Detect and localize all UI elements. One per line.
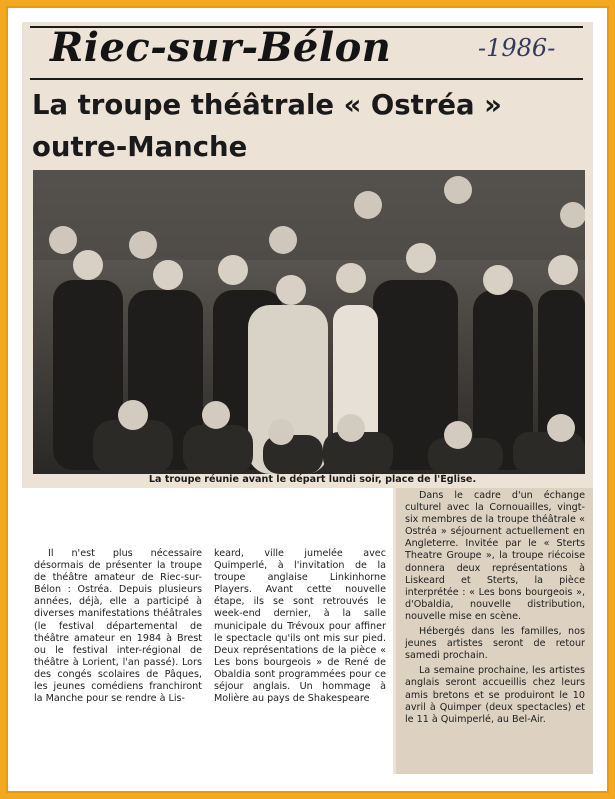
sidebar-paragraph-3: La semaine prochaine, les artistes anglais seront accueillis chez leurs amis bretons et se produiront le 10 avril à Quimper (deux spectacles) et le 11 à Quimperlé, au Bel-Air. [405,665,585,725]
sidebar-paragraph-1: Dans le cadre d'un échange culturel avec la Cornouailles, vingt-six membres de la troupe théâtrale « Ostréa » séjournent actuellement en Angleterre. Invitée par le « Sterts Theatre Groupe », la troupe riécoise donnera deux représentations à Liskeard et Sterts, la pièce interprétée : « Les bons bourgeois », d'Obaldia, nouvelle distribution, nouvelle mise en scène. [405,490,585,622]
headline-line-1: La troupe théâtrale « Ostréa » [32,89,502,121]
headline [32,84,592,168]
photo-caption: La troupe réunie avant le départ lundi soir, place de l'Église. [148,474,477,485]
group-photo [33,170,585,474]
article-paragraph: keard, ville jumelée avec Quimperlé, à l'invitation de la troupe anglaise Linkinhorne Players. Avant cette nouvelle étape, ils se sont retrouvés le week-end dernier, à la salle municipale du Trévoux pour affiner le spectacle qu'ils ont mis sur pied. Deux représentations de la pièce « Les bons bourgeois » de René de Obaldia sont programmées pour ce séjour anglais. Un hommage à Molière au pays de Shakespeare [214,548,386,705]
headline-line-2: outre-Manche [32,131,248,163]
sidebar-paragraph-2: Hébergés dans les familles, nos jeunes artistes seront de retour samedi prochain. [405,626,585,662]
article-column-1 [34,548,202,708]
sidebar-article [405,490,585,729]
article-column-2 [214,548,386,708]
town-heading: Riec-sur-Bélon [50,24,392,71]
handwritten-year: -1986- [478,34,556,62]
article-paragraph: Il n'est plus nécessaire désormais de présenter la troupe de théâtre amateur de Riec-sur-Bélon : Ostréa. Depuis plusieurs années, déjà, elle a participé à diverses manifestations théâtrales (le festival départemental de théâtre amateur en 1984 à Brest ou le festival inter-régional de théâtre à Lorient, l'an passé). Lors des congés scolaires de Pâques, les jeunes comédiens franchiront la Manche pour se rendre à Lis- [34,548,202,705]
